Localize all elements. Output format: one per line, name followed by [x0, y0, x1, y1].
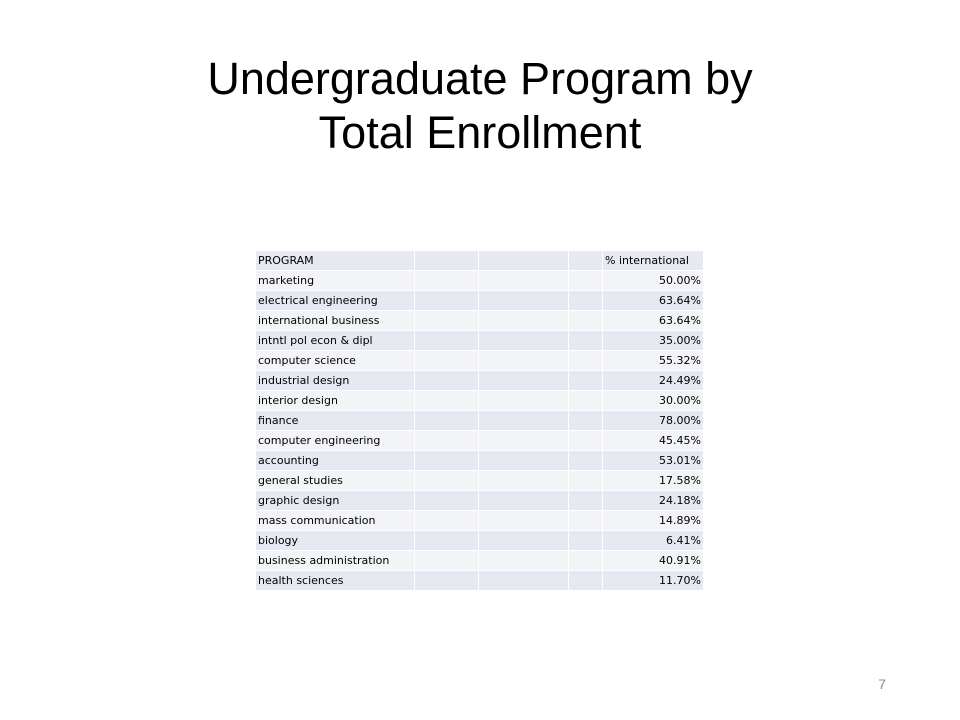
- empty-cell: [569, 511, 603, 531]
- empty-cell: [479, 571, 569, 591]
- pct-international-cell: 6.41%: [603, 531, 704, 551]
- empty-cell: [415, 531, 479, 551]
- empty-cell: [415, 451, 479, 471]
- empty-cell: [479, 371, 569, 391]
- empty-cell: [415, 371, 479, 391]
- pct-international-cell: 24.49%: [603, 371, 704, 391]
- header-empty-col2: [415, 251, 479, 271]
- table-row: [256, 271, 704, 291]
- program-cell: international business: [256, 311, 415, 331]
- program-cell: accounting: [256, 451, 415, 471]
- program-cell: mass communication: [256, 511, 415, 531]
- pct-international-cell: 45.45%: [603, 431, 704, 451]
- header-program: PROGRAM: [256, 251, 415, 271]
- empty-cell: [415, 391, 479, 411]
- program-cell: general studies: [256, 471, 415, 491]
- table-header-row: [256, 251, 704, 271]
- empty-cell: [569, 291, 603, 311]
- empty-cell: [569, 331, 603, 351]
- program-cell: industrial design: [256, 371, 415, 391]
- program-cell: health sciences: [256, 571, 415, 591]
- pct-international-cell: 35.00%: [603, 331, 704, 351]
- empty-cell: [479, 331, 569, 351]
- table-row: [256, 291, 704, 311]
- empty-cell: [569, 271, 603, 291]
- table-row: [256, 551, 704, 571]
- empty-cell: [415, 571, 479, 591]
- table-row: [256, 531, 704, 551]
- program-cell: graphic design: [256, 491, 415, 511]
- empty-cell: [415, 551, 479, 571]
- empty-cell: [479, 431, 569, 451]
- empty-cell: [415, 411, 479, 431]
- empty-cell: [569, 571, 603, 591]
- empty-cell: [415, 331, 479, 351]
- enrollment-table: [255, 250, 704, 591]
- pct-international-cell: 11.70%: [603, 571, 704, 591]
- empty-cell: [479, 451, 569, 471]
- pct-international-cell: 24.18%: [603, 491, 704, 511]
- pct-international-cell: 14.89%: [603, 511, 704, 531]
- pct-international-cell: 55.32%: [603, 351, 704, 371]
- empty-cell: [479, 271, 569, 291]
- empty-cell: [569, 431, 603, 451]
- empty-cell: [415, 271, 479, 291]
- table-row: [256, 511, 704, 531]
- empty-cell: [569, 371, 603, 391]
- empty-cell: [415, 311, 479, 331]
- table-row: [256, 371, 704, 391]
- table-row: [256, 411, 704, 431]
- empty-cell: [415, 431, 479, 451]
- table-row: [256, 351, 704, 371]
- empty-cell: [479, 351, 569, 371]
- pct-international-cell: 78.00%: [603, 411, 704, 431]
- page-number: 7: [878, 676, 886, 692]
- slide-title: Undergraduate Program by Total Enrollment: [207, 53, 753, 158]
- empty-cell: [569, 471, 603, 491]
- header-pct-international: % international: [603, 251, 704, 271]
- empty-cell: [479, 491, 569, 511]
- pct-international-cell: 53.01%: [603, 451, 704, 471]
- empty-cell: [569, 551, 603, 571]
- pct-international-cell: 40.91%: [603, 551, 704, 571]
- empty-cell: [415, 291, 479, 311]
- program-cell: business administration: [256, 551, 415, 571]
- empty-cell: [569, 411, 603, 431]
- program-cell: computer science: [256, 351, 415, 371]
- empty-cell: [479, 291, 569, 311]
- empty-cell: [479, 311, 569, 331]
- empty-cell: [569, 391, 603, 411]
- empty-cell: [569, 451, 603, 471]
- empty-cell: [569, 311, 603, 331]
- empty-cell: [415, 491, 479, 511]
- empty-cell: [479, 531, 569, 551]
- table-row: [256, 491, 704, 511]
- table-body: [256, 251, 704, 591]
- pct-international-cell: 30.00%: [603, 391, 704, 411]
- program-cell: computer engineering: [256, 431, 415, 451]
- enrollment-table-container: [255, 250, 704, 591]
- empty-cell: [479, 471, 569, 491]
- empty-cell: [479, 511, 569, 531]
- table-row: [256, 431, 704, 451]
- header-empty-col3: [479, 251, 569, 271]
- program-cell: intntl pol econ & dipl: [256, 331, 415, 351]
- header-empty-col4: [569, 251, 603, 271]
- program-cell: electrical engineering: [256, 291, 415, 311]
- pct-international-cell: 17.58%: [603, 471, 704, 491]
- table-row: [256, 451, 704, 471]
- empty-cell: [479, 551, 569, 571]
- table-row: [256, 571, 704, 591]
- pct-international-cell: 63.64%: [603, 291, 704, 311]
- table-row: [256, 391, 704, 411]
- empty-cell: [569, 351, 603, 371]
- empty-cell: [415, 351, 479, 371]
- table-row: [256, 471, 704, 491]
- pct-international-cell: 50.00%: [603, 271, 704, 291]
- program-cell: interior design: [256, 391, 415, 411]
- program-cell: biology: [256, 531, 415, 551]
- empty-cell: [569, 491, 603, 511]
- empty-cell: [479, 391, 569, 411]
- empty-cell: [569, 531, 603, 551]
- program-cell: finance: [256, 411, 415, 431]
- table-row: [256, 331, 704, 351]
- empty-cell: [479, 411, 569, 431]
- empty-cell: [415, 511, 479, 531]
- empty-cell: [415, 471, 479, 491]
- program-cell: marketing: [256, 271, 415, 291]
- pct-international-cell: 63.64%: [603, 311, 704, 331]
- table-row: [256, 311, 704, 331]
